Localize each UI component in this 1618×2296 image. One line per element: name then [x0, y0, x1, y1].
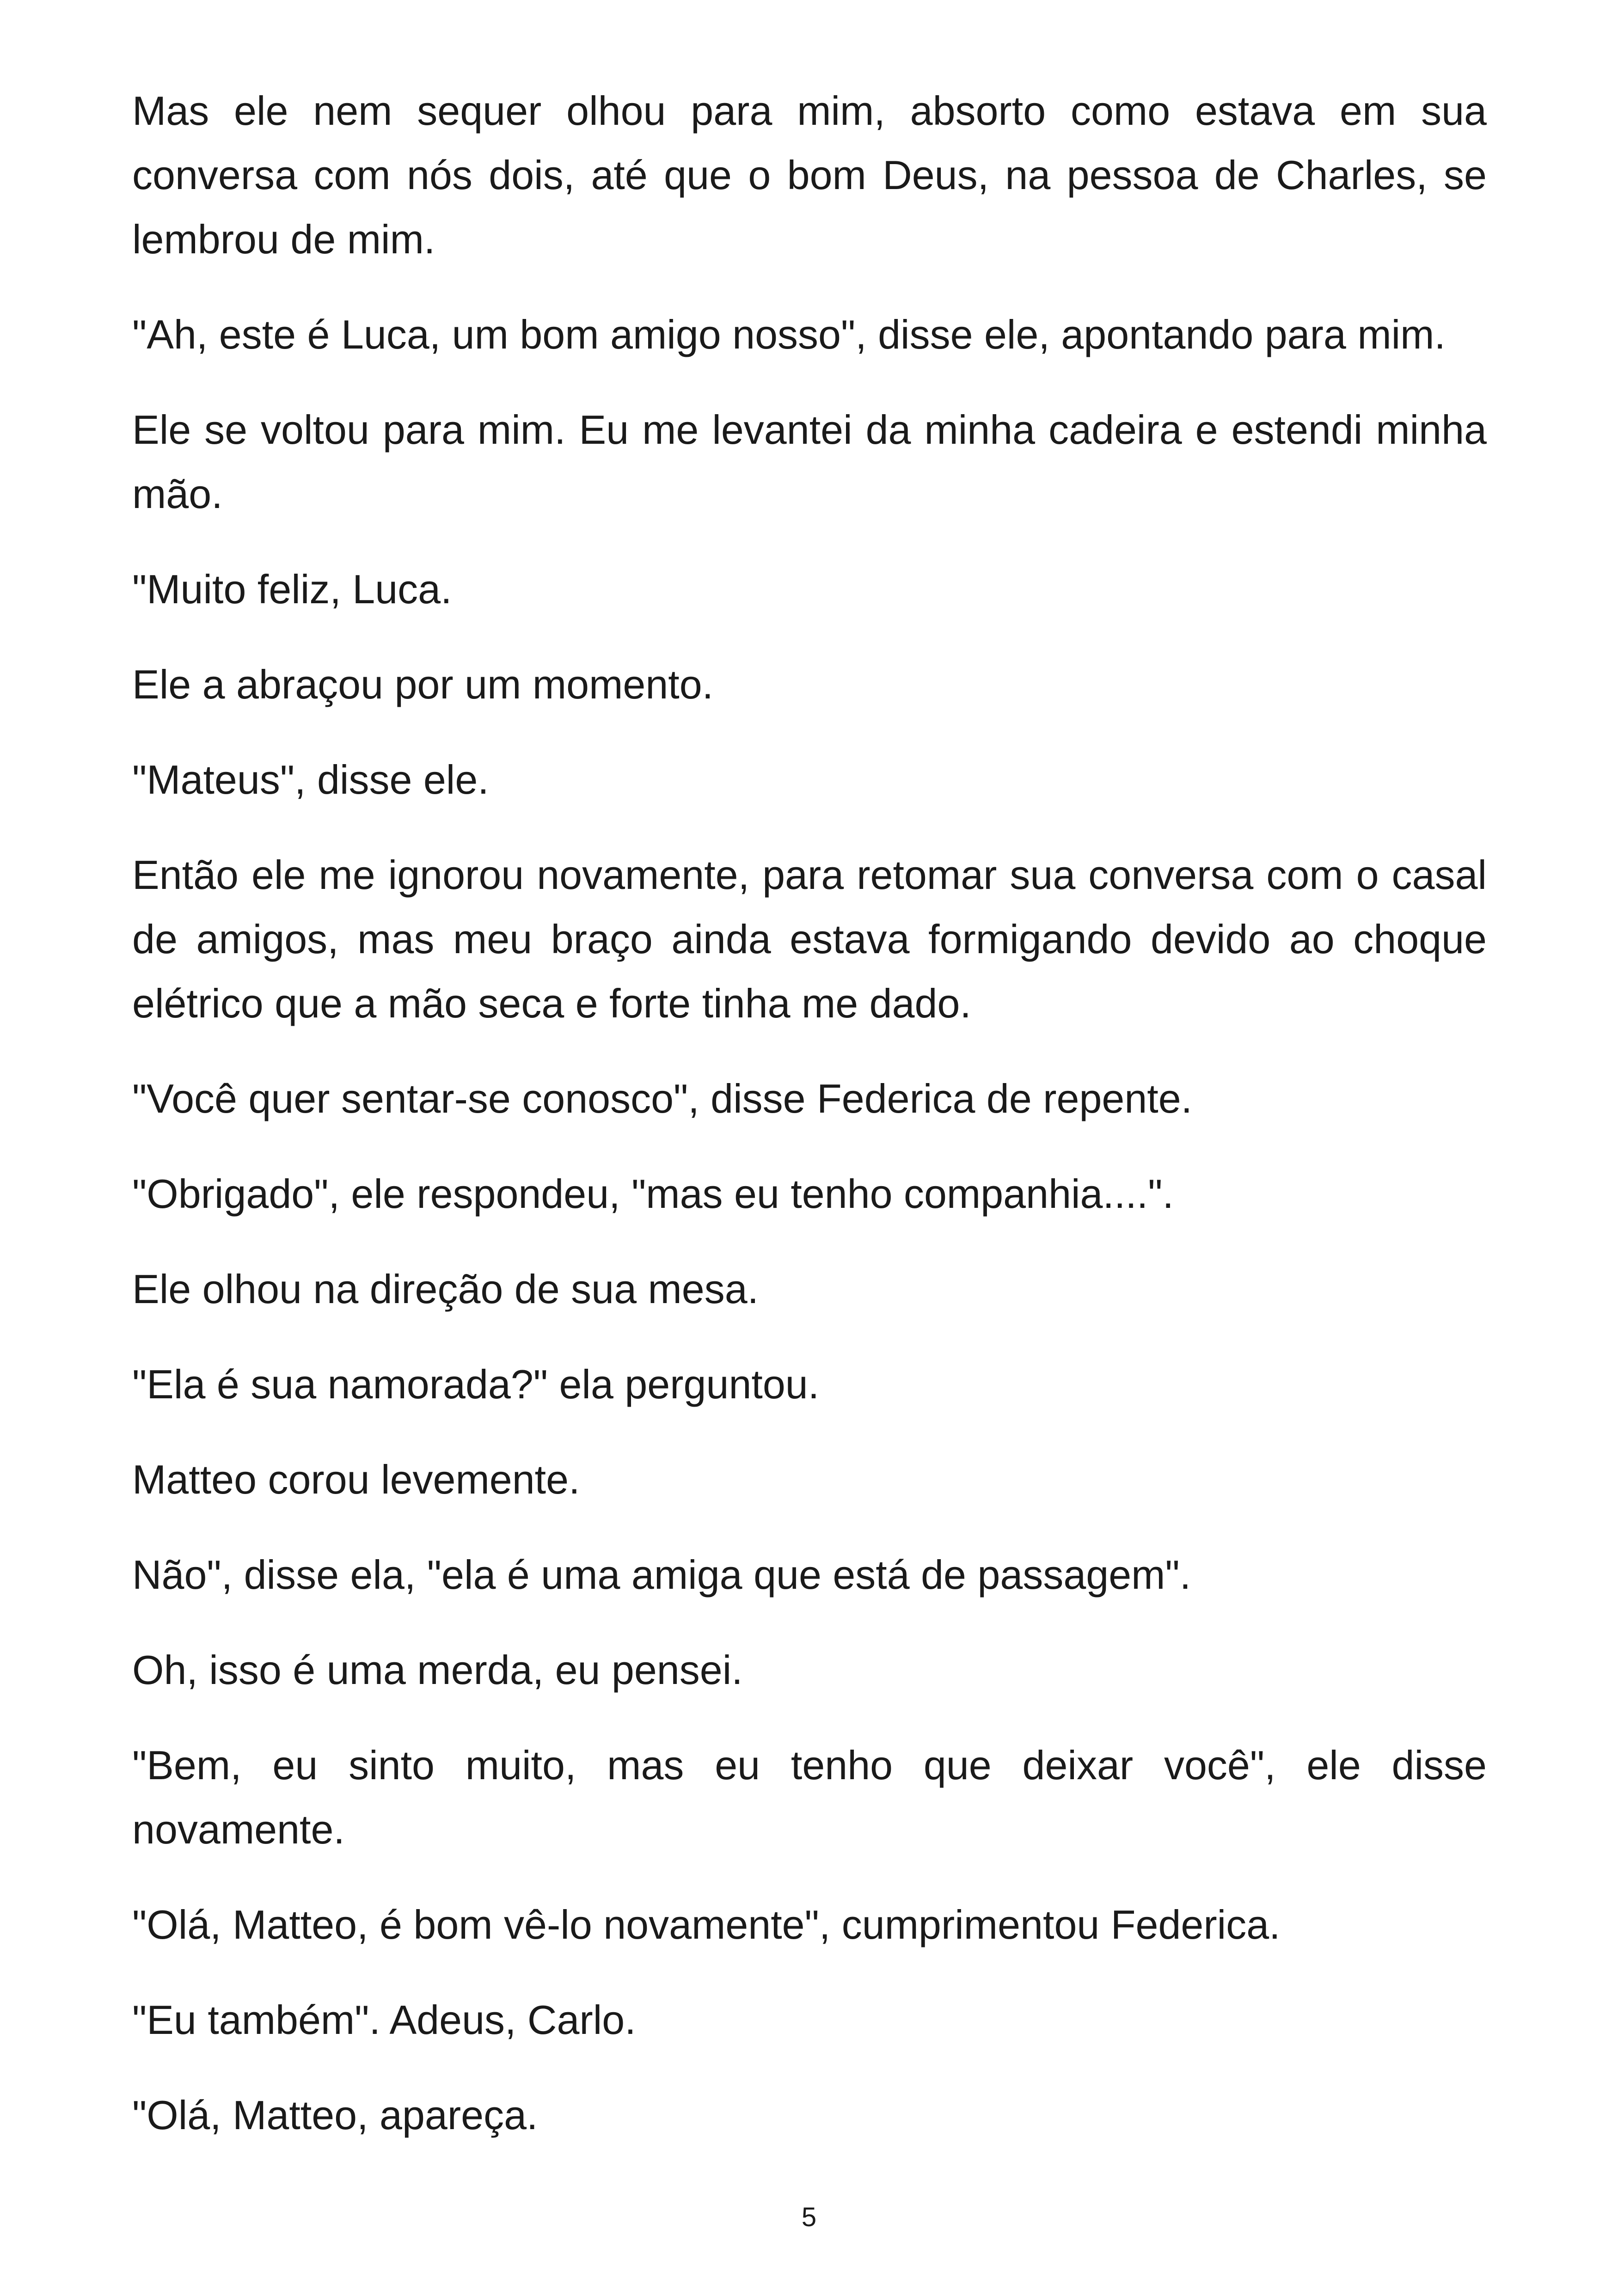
paragraph: Oh, isso é uma merda, eu pensei. — [132, 1647, 743, 1693]
paragraph: "Olá, Matteo, apareça. — [132, 2092, 538, 2138]
paragraph: "Ela é sua namorada?" ela perguntou. — [132, 1361, 820, 1407]
paragraph: "Obrigado", ele respondeu, "mas eu tenho companhia....". — [132, 1171, 1174, 1217]
paragraph: "Eu também". Adeus, Carlo. — [132, 1997, 636, 2043]
page-number: 5 — [801, 2202, 817, 2232]
paragraph: Ele a abraçou por um momento. — [132, 661, 714, 707]
paragraph: Mas ele nem sequer olhou para mim, absorto como estava em sua conversa com nós dois, até que o bom Deus, na pessoa de Charles, se lembrou de mim. — [132, 88, 1487, 262]
paragraph: "Você quer sentar-se conosco", disse Federica de repente. — [132, 1076, 1193, 1121]
paragraph: Não", disse ela, "ela é uma amiga que está de passagem". — [132, 1552, 1191, 1598]
paragraph: Ele olhou na direção de sua mesa. — [132, 1266, 759, 1312]
paragraph: "Olá, Matteo, é bom vê-lo novamente", cumprimentou Federica. — [132, 1902, 1281, 1947]
paragraph: Matteo corou levemente. — [132, 1457, 580, 1502]
paragraph: "Ah, este é Luca, um bom amigo nosso", disse ele, apontando para mim. — [132, 312, 1446, 357]
paragraph: "Bem, eu sinto muito, mas eu tenho que deixar você", ele disse novamente. — [132, 1742, 1487, 1852]
paragraph: "Muito feliz, Luca. — [132, 566, 452, 612]
paragraph: "Mateus", disse ele. — [132, 757, 489, 802]
paragraph: Então ele me ignorou novamente, para retomar sua conversa com o casal de amigos, mas meu braço ainda estava formigando devido ao choque elétrico que a mão seca e forte tinha me dado. — [132, 852, 1487, 1026]
paragraph: Ele se voltou para mim. Eu me levantei da minha cadeira e estendi minha mão. — [132, 407, 1487, 517]
page-body — [132, 79, 1487, 2178]
